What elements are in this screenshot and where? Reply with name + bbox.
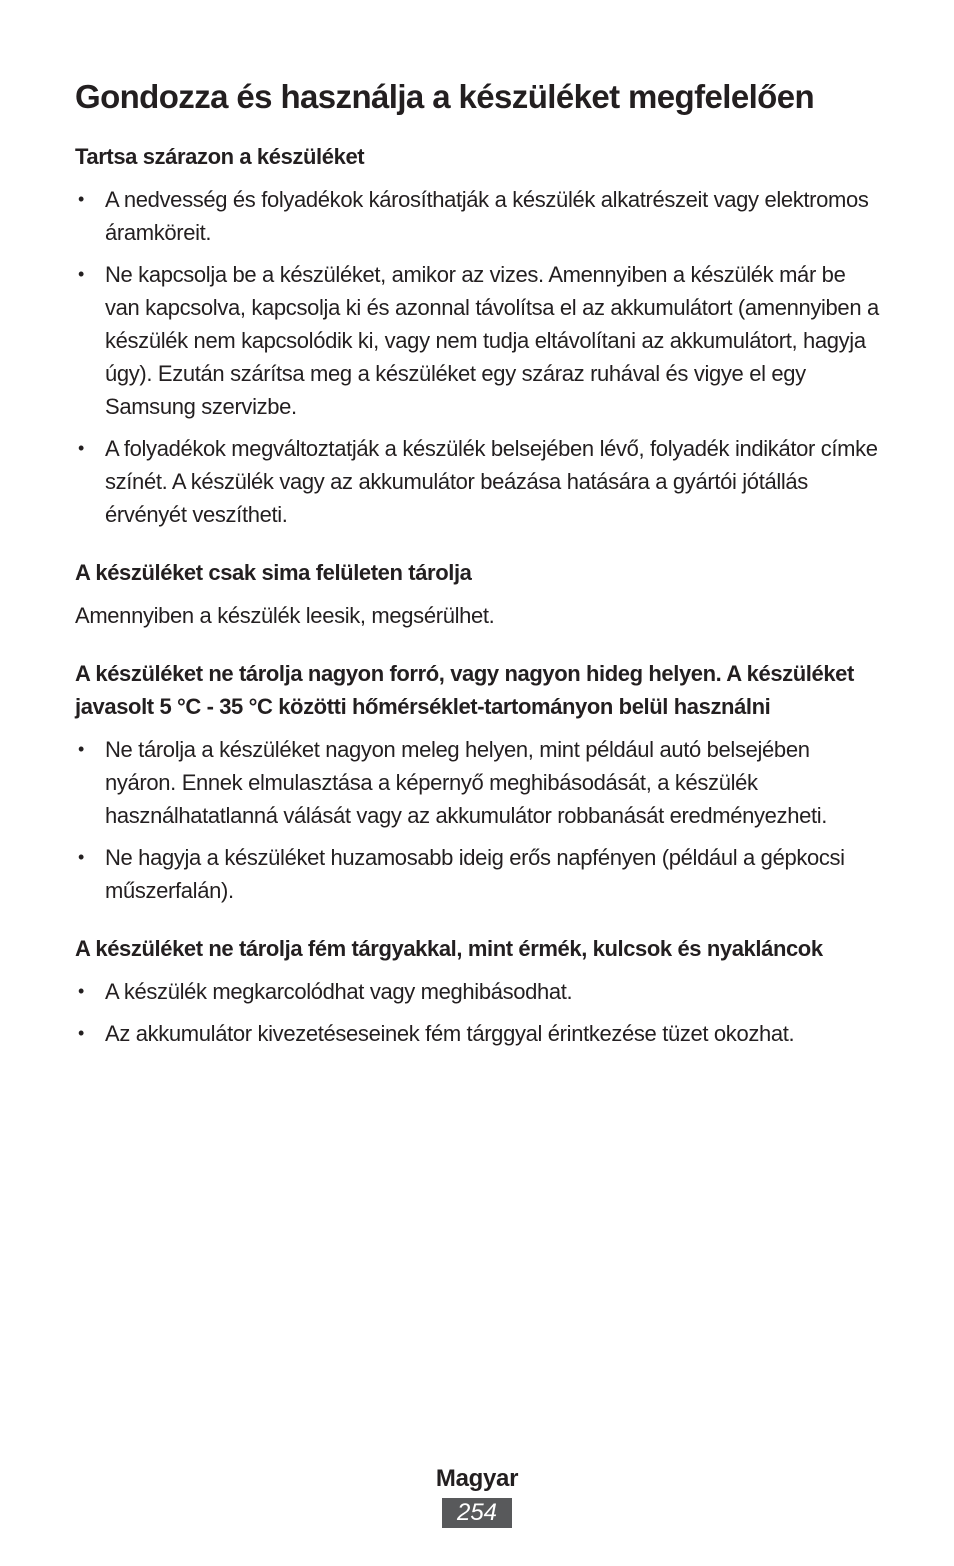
section-heading: A készüléket ne tárolja fém tárgyakkal, mint érmék, kulcsok és nyakláncok (75, 936, 823, 961)
list-item (75, 432, 880, 531)
section-keep-dry (75, 140, 880, 531)
section-temperature (75, 657, 880, 907)
bullet-list (75, 975, 880, 1050)
bullet-icon: • (78, 438, 84, 458)
page-title: Gondozza és használja a készüléket megfelelően (75, 78, 815, 115)
list-item-text: A folyadékok megváltoztatják a készülék belsejében lévő, folyadék indikátor címke színét. A készülék vagy az akkumulátor beázása hatására a gyártói jótállás érvényét veszítheti. (105, 436, 878, 527)
section-heading: A készüléket ne tárolja nagyon forró, vagy nagyon hideg helyen. A készüléket javasolt 5 °C - 35 °C közötti hőmérséklet-tartományon belül használni (75, 661, 854, 719)
section-metal-objects (75, 932, 880, 1050)
bullet-icon: • (78, 264, 84, 284)
page-footer (0, 1462, 954, 1528)
list-item (75, 733, 880, 832)
section-heading: A készüléket csak sima felületen tárolja (75, 560, 472, 585)
section-paragraph: Amennyiben a készülék leesik, megsérülhet. (75, 603, 495, 628)
list-item (75, 975, 880, 1008)
bullet-icon: • (78, 981, 84, 1001)
bullet-icon: • (78, 189, 84, 209)
list-item-text: Ne tárolja a készüléket nagyon meleg helyen, mint például autó belsejében nyáron. Ennek elmulasztása a képernyő meghibásodását, a készülék használhatatlanná válását vagy az akkumulátor robbanását eredményezheti. (105, 737, 828, 828)
document-page (75, 66, 880, 1075)
bullet-list (75, 183, 880, 531)
list-item (75, 258, 880, 423)
bullet-icon: • (78, 847, 84, 867)
footer-language: Magyar (435, 1465, 519, 1492)
list-item (75, 1017, 880, 1050)
list-item-text: Az akkumulátor kivezetéseseinek fém tárggyal érintkezése tüzet okozhat. (105, 1021, 795, 1046)
section-flat-surface (75, 556, 880, 632)
bullet-icon: • (78, 739, 84, 759)
list-item (75, 183, 880, 249)
page-number: 254 (442, 1498, 512, 1528)
list-item-text: A készülék megkarcolódhat vagy meghibásodhat. (105, 979, 573, 1004)
list-item-text: A nedvesség és folyadékok károsíthatják a készülék alkatrészeit vagy elektromos áramköreit. (105, 187, 869, 245)
list-item (75, 841, 880, 907)
list-item-text: Ne hagyja a készüléket huzamosabb ideig erős napfényen (például a gépkocsi műszerfalán). (105, 845, 845, 903)
bullet-icon: • (78, 1023, 84, 1043)
section-heading: Tartsa szárazon a készüléket (75, 144, 365, 169)
list-item-text: Ne kapcsolja be a készüléket, amikor az vizes. Amennyiben a készülék már be van kapcsolva, kapcsolja ki és azonnal távolítsa el az akkumulátort (amennyiben a készülék nem kapcsolódik ki, vagy nem tudja eltávolítani az akkumulátort, hagyja úgy). Ezután szárítsa meg a készüléket egy száraz ruhával és vigye el egy Samsung szervizbe. (105, 262, 879, 419)
bullet-list (75, 733, 880, 907)
